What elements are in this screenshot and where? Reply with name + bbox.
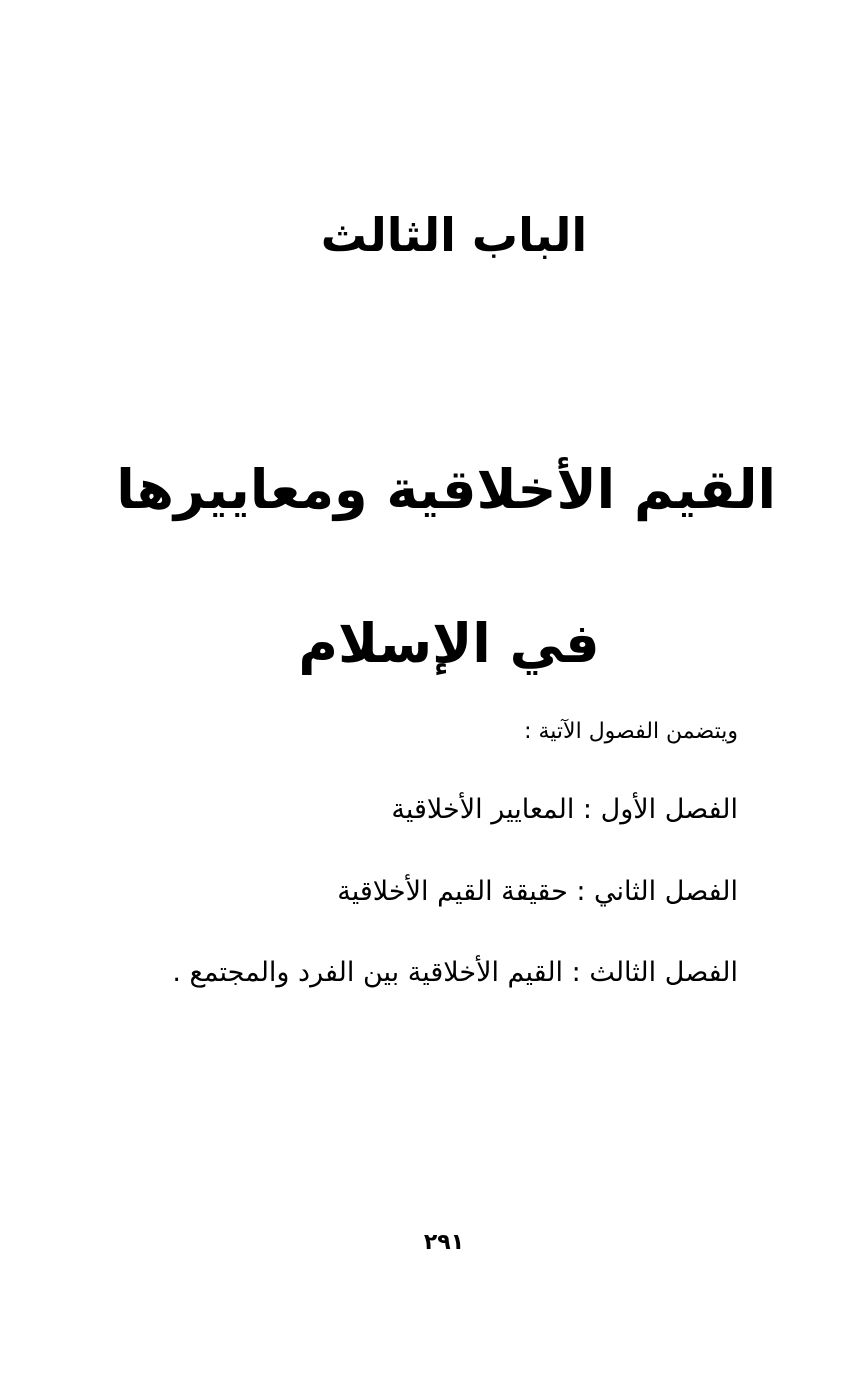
chapter-3-title: الفصل الثالث : القيم الأخلاقية بين الفرد والمجتمع . (172, 957, 738, 988)
chapter-2-title: الفصل الثاني : حقيقة القيم الأخلاقية (337, 876, 738, 907)
part-title: الباب الثالث (320, 208, 588, 262)
book-title-line-2: في الإسلام (298, 612, 600, 675)
chapters-intro: ويتضمن الفصول الآتية : (524, 719, 738, 744)
book-title-line-1: القيم الأخلاقية ومعاييرها (116, 458, 776, 521)
chapter-1-title: الفصل الأول : المعايير الأخلاقية (391, 794, 738, 825)
page-number: ٢٩١ (423, 1230, 465, 1255)
